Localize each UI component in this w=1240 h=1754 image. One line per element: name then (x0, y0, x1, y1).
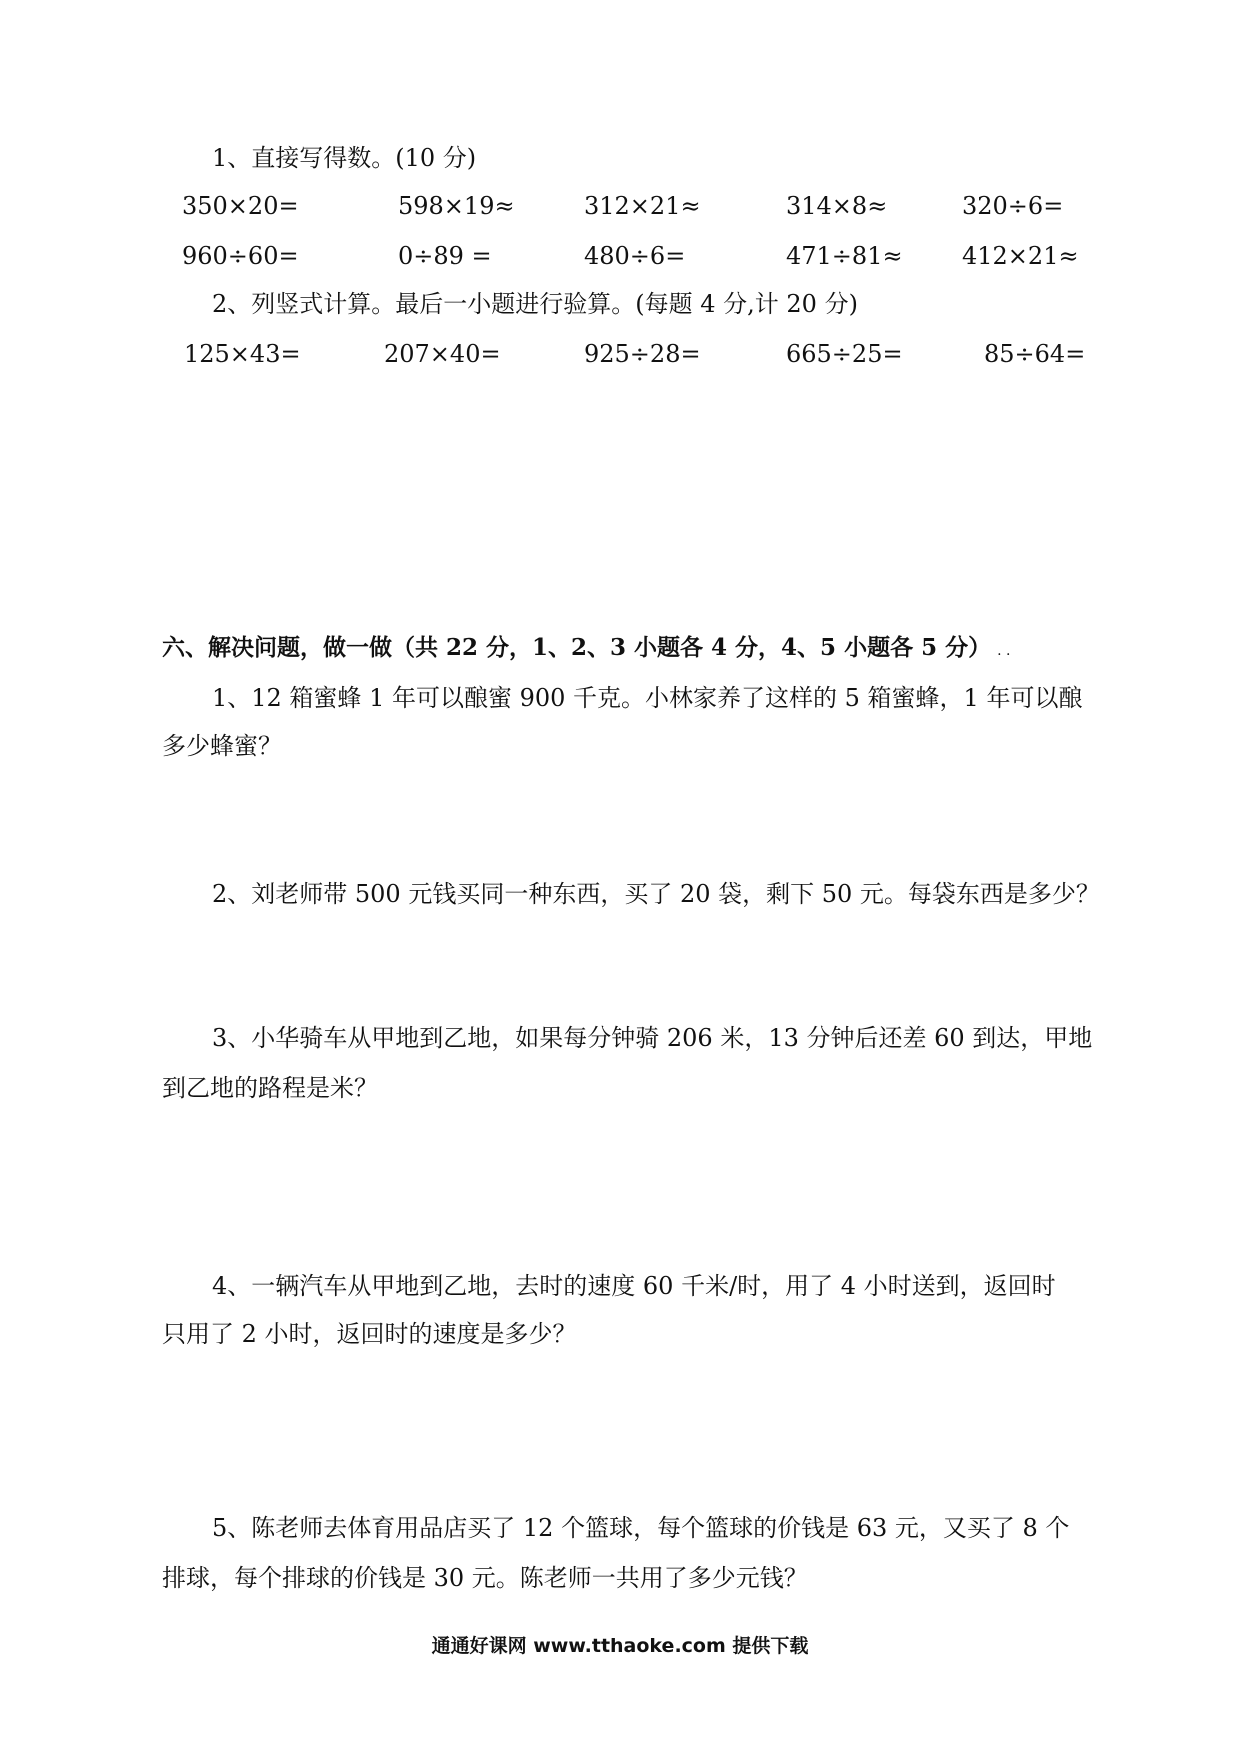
q2-expr: 665÷25= (786, 340, 903, 368)
section6-heading-dots: . . (997, 643, 1011, 659)
problem-4-line-2: 只用了 2 小时，返回时的速度是多少？ (162, 1320, 577, 1348)
problem-2-line-1: 2、刘老师带 500 元钱买同一种东西，买了 20 袋，剩下 50 元。每袋东西是多少？ (212, 880, 1100, 908)
q1-row2-expr: 471÷81≈ (786, 242, 903, 270)
q1-row1-expr: 350×20= (182, 192, 299, 220)
q1-row1-expr: 314×8≈ (786, 192, 888, 220)
problem-1-line-1: 1、12 箱蜜蜂 1 年可以酿蜜 900 千克。小林家养了这样的 5 箱蜜蜂，1 年可以酿 (212, 684, 1083, 712)
problem-1-line-2: 多少蜂蜜？ (162, 732, 282, 760)
problem-5-line-1: 5、陈老师去体育用品店买了 12 个篮球，每个篮球的价钱是 63 元，又买了 8 个 (212, 1514, 1070, 1542)
section6-heading-text: 六、解决问题，做一做（共 22 分，1、2、3 小题各 4 分，4、5 小题各 5 分） (162, 634, 992, 661)
problem-4-line-1: 4、一辆汽车从甲地到乙地，去时的速度 60 千米/时，用了 4 小时送到，返回时 (212, 1272, 1056, 1300)
page-footer: 通通好课网 www.tthaoke.com 提供下载 (431, 1635, 809, 1657)
section6-heading (162, 632, 1010, 667)
q1-row2-expr: 960÷60= (182, 242, 299, 270)
q1-row2-expr: 480÷6= (584, 242, 686, 270)
q2-expr: 125×43= (184, 340, 301, 368)
q2-expr: 925÷28= (584, 340, 701, 368)
q2-expr: 207×40= (384, 340, 501, 368)
problem-3-line-1: 3、小华骑车从甲地到乙地，如果每分钟骑 206 米，13 分钟后还差 60 到达，甲地 (212, 1024, 1093, 1052)
q1-row1-expr: 312×21≈ (584, 192, 701, 220)
q1-row2-expr: 0÷89 = (398, 242, 492, 270)
q2-expr: 85÷64= (984, 340, 1086, 368)
q1-row1-expr: 320÷6= (962, 192, 1064, 220)
q1-row2-expr: 412×21≈ (962, 242, 1079, 270)
q1-title: 1、直接写得数。(10 分) (212, 144, 477, 172)
problem-5-line-2: 排球，每个排球的价钱是 30 元。陈老师一共用了多少元钱？ (162, 1564, 808, 1592)
q2-title: 2、列竖式计算。最后一小题进行验算。(每题 4 分,计 20 分) (212, 290, 858, 318)
problem-3-line-2: 到乙地的路程是米？ (162, 1074, 378, 1102)
q1-row1-expr: 598×19≈ (398, 192, 515, 220)
